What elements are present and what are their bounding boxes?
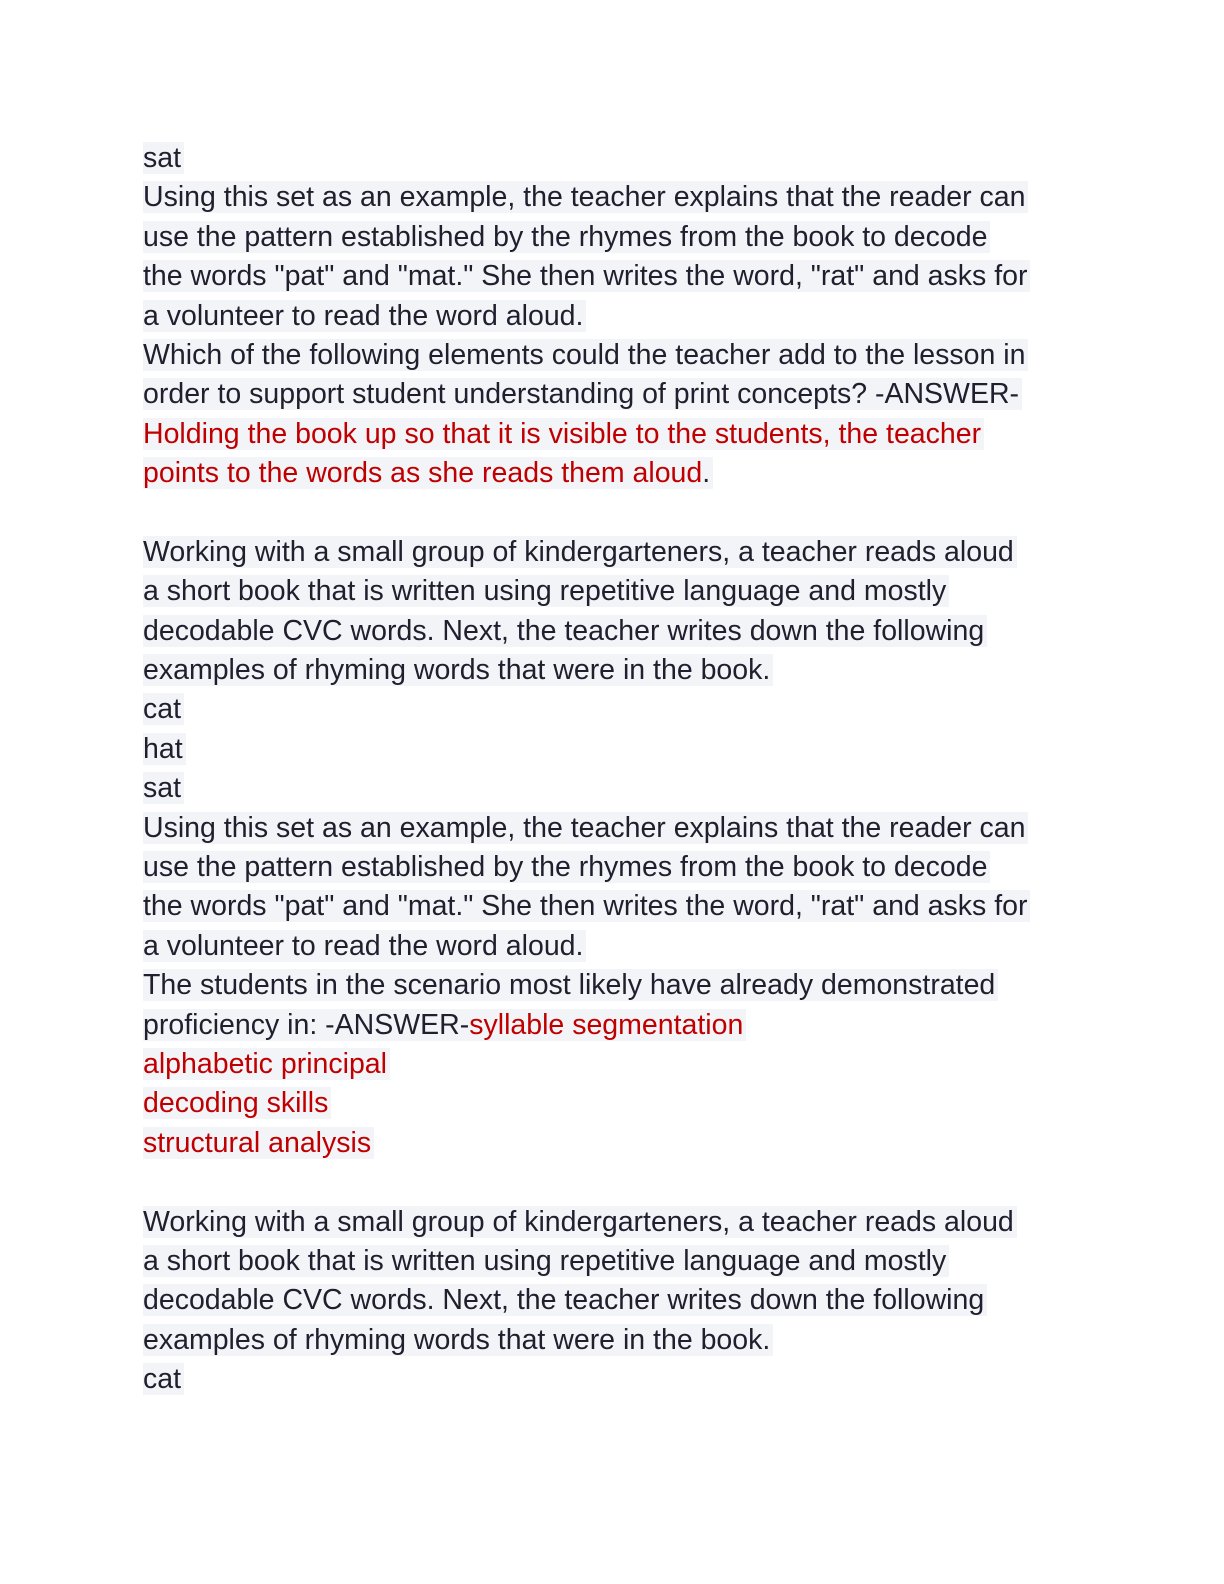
text-line [143,1084,1083,1123]
text-line [143,651,1083,690]
question-text: a short book that is written using repetitive language and mostly [143,1244,947,1277]
question-text: use the pattern established by the rhymes from the book to decode [143,220,988,253]
question-text: the words "pat" and "mat." She then writes the word, "rat" and asks for [143,260,1028,293]
line-highlight [143,733,186,765]
answer-text: Holding the book up so that it is visible to the students, the teacher [143,417,982,450]
paragraph-spacer [143,494,1083,533]
question-text: Using this set as an example, the teacher explains that the reader can [143,811,1026,844]
question-text: Using this set as an example, the teacher explains that the reader can [143,181,1026,214]
question-text: decodable CVC words. Next, the teacher writes down the following [143,614,985,647]
question-text: a volunteer to read the word aloud. [143,929,584,962]
line-highlight [143,536,1017,568]
text-line [143,730,1083,769]
text-line [143,612,1083,651]
text-line [143,415,1083,454]
question-text: sat [143,142,182,174]
question-block [143,1203,1083,1400]
question-block [143,139,1083,494]
line-highlight [143,1087,331,1119]
text-line [143,1045,1083,1084]
line-highlight [143,930,586,962]
line-highlight [143,142,184,174]
line-highlight [143,772,184,804]
line-highlight [143,1206,1017,1238]
question-text: examples of rhyming words that were in the book. [143,1323,771,1356]
question-text: the words "pat" and "mat." She then writes the word, "rat" and asks for [143,890,1028,923]
line-highlight [143,890,1030,922]
line-highlight [143,1127,374,1159]
text-line [143,966,1083,1005]
line-highlight [143,181,1028,213]
line-highlight [143,693,184,725]
question-text: a volunteer to read the word aloud. [143,299,584,332]
line-highlight [143,1324,773,1356]
question-text: decodable CVC words. Next, the teacher writes down the following [143,1284,985,1317]
text-line [143,1124,1083,1163]
question-text: cat [143,693,182,726]
line-highlight [143,654,773,686]
text-line [143,257,1083,296]
text-line [143,336,1083,375]
line-highlight [143,1245,949,1277]
question-text: hat [143,732,183,765]
answer-text: decoding skills [143,1087,329,1120]
question-text: a short book that is written using repetitive language and mostly [143,575,947,608]
answer-text: alphabetic principal [143,1047,387,1080]
text-line [143,178,1083,217]
text-line [143,1242,1083,1281]
answer-text: syllable segmentation [469,1008,744,1041]
line-highlight [143,457,713,489]
text-line [143,690,1083,729]
line-highlight [143,1284,987,1316]
text-line [143,848,1083,887]
line-highlight [143,260,1030,292]
text-line [143,454,1083,493]
line-highlight [143,300,586,332]
paragraph-spacer [143,1163,1083,1202]
question-text: Working with a small group of kindergarteners, a teacher reads aloud [143,1205,1014,1238]
text-line [143,1281,1083,1320]
line-highlight [143,1048,390,1080]
text-line [143,1203,1083,1242]
text-line [143,572,1083,611]
text-line [143,887,1083,926]
question-text: order to support student understanding of print concepts? -ANSWER- [143,378,1020,411]
text-line [143,927,1083,966]
line-highlight [143,615,987,647]
document-page [143,139,1083,1400]
text-line [143,375,1083,414]
text-line [143,1360,1083,1399]
line-highlight [143,378,1022,410]
answer-text: structural analysis [143,1126,372,1159]
text-line [143,218,1083,257]
question-text: Which of the following elements could the teacher add to the lesson in [143,338,1026,371]
text-line [143,533,1083,572]
line-highlight [143,851,990,883]
question-text: The students in the scenario most likely have already demonstrated [143,969,996,1002]
answer-text: points to the words as she reads them aloud [143,457,703,490]
line-highlight [143,418,984,450]
line-highlight [143,339,1028,371]
line-highlight [143,221,990,253]
text-line [143,1006,1083,1045]
question-text: Working with a small group of kindergarteners, a teacher reads aloud [143,535,1014,568]
text-line [143,809,1083,848]
line-highlight [143,812,1028,844]
line-highlight [143,575,949,607]
line-highlight [143,1363,184,1395]
question-text: examples of rhyming words that were in the book. [143,654,771,687]
text-line [143,297,1083,336]
question-text: use the pattern established by the rhymes from the book to decode [143,851,988,884]
question-text: proficiency in: -ANSWER- [143,1008,470,1041]
question-text: sat [143,772,182,805]
text-line [143,139,1083,178]
question-block [143,533,1083,1163]
question-text: . [702,457,711,490]
line-highlight [143,969,998,1001]
question-text: cat [143,1363,182,1396]
text-line [143,1321,1083,1360]
line-highlight [143,1009,746,1041]
text-line [143,769,1083,808]
